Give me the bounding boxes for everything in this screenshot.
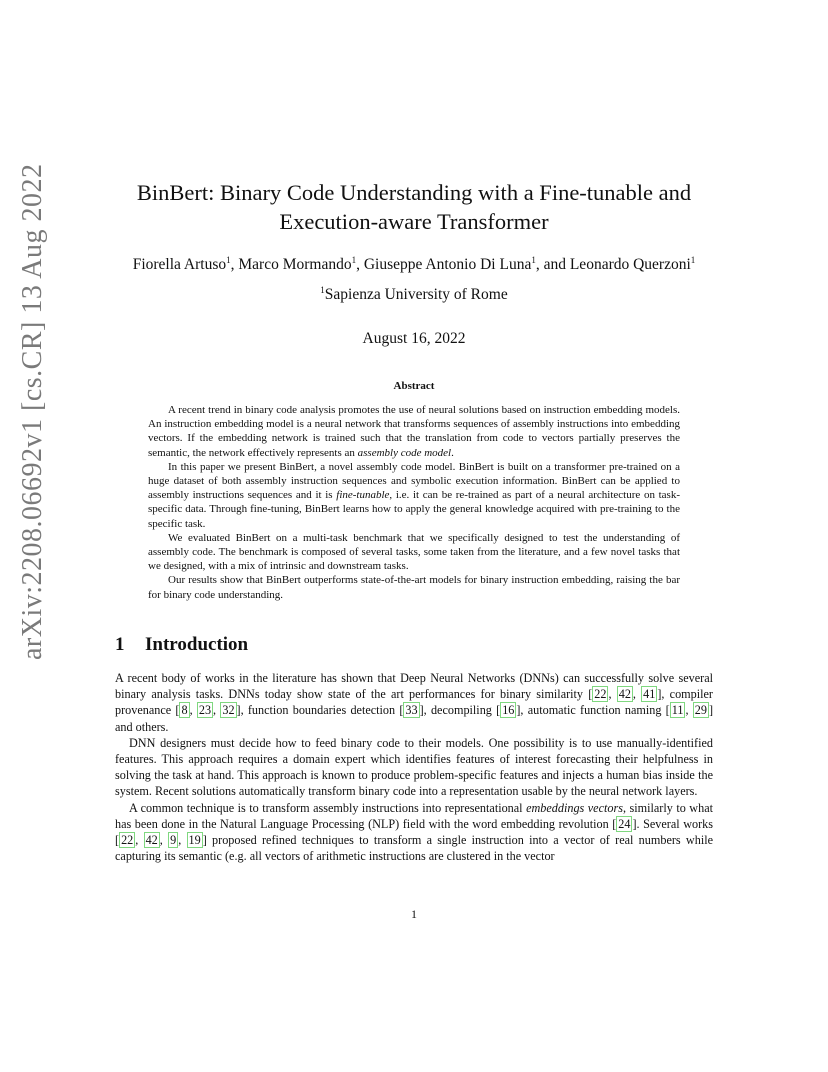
citation-link[interactable]: 22 [594, 687, 607, 702]
abstract-paragraph [148, 403, 680, 460]
citation-link[interactable]: 32 [222, 703, 235, 718]
affiliation-marker: 1 [531, 254, 536, 265]
abstract-text: In this paper we present BinBert, a novel assembly code model. BinBert is built on a transformer pre-trained on a huge dataset of both assembly instruction sequences and symbolic execution information. BinBert can be applied to assembly instructions sequences and it is [148, 460, 680, 502]
abstract-text: A recent trend in binary code analysis promotes the use of neural solutions based on instruction embedding models. An instruction embedding model is a neural network that transforms sequences of assembly instructions into embedding vectors. If the embedding network is trained such that the translation from code to vectors partially preserves the semantic, the network effectively represents an [148, 404, 680, 459]
author-name: Leonardo Querzoni [569, 256, 691, 273]
arxiv-identifier-stamp [10, 163, 56, 660]
body-text: ]. Several works [ [115, 816, 713, 848]
body-paragraph: A common technique is to transform assembly instructions into representational embeddings vectors, similarly to what has been done in the Natural Language Processing (NLP) field with the word embedding revolution [ 24 ]. Several works [ 22 , 42 , 9 , 19 ] proposed refined techniques to transform a single instruction into a vector of real numbers while capturing its semantic (e.g. all vectors of arithmetic instructions are clustered in the vector [115, 800, 714, 864]
affiliation-name: Sapienza University of Rome [324, 286, 508, 303]
title-line-1: BinBert: Binary Code Understanding with a Fine-tunable and [136, 180, 692, 205]
author-separator: , [230, 256, 239, 273]
citation-link[interactable]: 42 [145, 833, 158, 848]
citation-link[interactable]: 23 [198, 703, 212, 718]
body-text: ], compiler provenance [ [115, 687, 713, 718]
body-paragraph: DNN designers must decide how to feed binary code to their models. One possibility is to use manually-identified features. This approach requires a domain expert which identifies features of interest forecasting their helpfulness in solving the task at hand. This approach is known to produce problem-specific features and injects a human bias inside the system. Recent solutions automatically transform binary code into a representation usable by the neural network layers. [115, 735, 713, 799]
abstract-paragraph: Our results show that BinBert outperforms state-of-the-art models for binary instruction embedding, raising the bar for binary code understanding. [148, 574, 680, 601]
section-heading-introduction [115, 634, 248, 656]
body-text: A recent body of works in the literature has shown that Deep Neural Networks (DNNs) can successfully solve several binary analysis tasks. DNNs today show state of the art performances for binary similarity [ [115, 671, 713, 702]
body-text: ], decompiling [ [419, 703, 501, 718]
affiliation-marker: 1 [351, 254, 357, 265]
abstract-emphasis: fine-tunable [336, 489, 390, 502]
citation-link[interactable]: 22 [121, 833, 134, 848]
author-name: Fiorella Artuso [132, 256, 227, 273]
author-list [100, 255, 728, 275]
citation-link[interactable]: 9 [170, 833, 177, 848]
body-text: , similarly to what has been done in the Natural Language Processing (NLP) field with the word embedding revolution [ [115, 800, 713, 831]
affiliation [100, 285, 728, 305]
author-separator: , [356, 256, 364, 273]
abstract-paragraph [148, 460, 680, 531]
body-text: A common technique is to transform assembly instructions into representational [129, 800, 527, 815]
author-separator: , and [535, 256, 570, 273]
abstract-emphasis: assembly code model [357, 446, 452, 459]
citation-link[interactable]: 41 [643, 687, 656, 702]
publication-date: August 16, 2022 [362, 330, 466, 347]
body-text: ], function boundaries detection [ [236, 703, 404, 718]
author-name: Marco Mormando [238, 256, 352, 273]
citation-link[interactable]: 16 [502, 703, 515, 718]
section-title: Introduction [145, 634, 249, 655]
affiliation-marker: 1 [320, 284, 325, 295]
citation-link[interactable]: 19 [188, 833, 201, 848]
section-number: 1 [115, 634, 125, 655]
body-text: ] proposed refined techniques to transform a single instruction into a vector of real numbers while capturing its semantic (e.g. all vectors of arithmetic instructions are clustered in the vector [115, 833, 714, 864]
citation-link[interactable]: 24 [618, 816, 631, 831]
abstract-body [148, 403, 680, 602]
affiliation-marker: 1 [226, 254, 231, 265]
citation-link[interactable]: 29 [694, 703, 707, 718]
citation-link[interactable]: 33 [405, 703, 418, 718]
body-paragraph: A recent body of works in the literature has shown that Deep Neural Networks (DNNs) can successfully solve several binary analysis tasks. DNNs today show state of the art performances for binary similarity [ 22 , 42 , 41 ], compiler provenance [ 8 , 23 , 32 ], function boundaries detection [ 33 ], decompiling [ 16 ], automatic function naming [ 11 , 29 ] and others. [115, 671, 714, 734]
abstract-text: , i.e. it can be re-trained as part of a neural architecture on task-specific data. Through fine-tuning, BinBert learns how to apply the general knowledge acquired with pre-training to the specific task. [148, 489, 680, 530]
author-name: Giuseppe Antonio Di Luna [363, 256, 532, 273]
citation-link[interactable]: 8 [181, 703, 188, 718]
citation-link[interactable]: 42 [618, 687, 631, 702]
body-text: ] and others. [115, 703, 714, 734]
arxiv-identifier-text: arXiv:2208.06692v1 [cs.CR] 13 Aug 2022 [17, 163, 48, 660]
affiliation-marker: 1 [690, 254, 696, 265]
title-line-2: Execution-aware Transformer [279, 209, 549, 234]
abstract-paragraph: We evaluated BinBert on a multi-task benchmark that we specifically designed to test the understanding of assembly code. The benchmark is composed of several tasks, some taken from the literature, and a few novel tasks that we designed, with a mix of intrinsic and downstream tasks. [148, 531, 680, 573]
body-text: ], automatic function naming [ [516, 703, 670, 718]
abstract-text: . [451, 446, 454, 459]
citation-link[interactable]: 11 [671, 703, 684, 718]
abstract-heading: Abstract [393, 380, 435, 392]
page-number: 1 [411, 907, 417, 921]
paper-title [115, 178, 713, 236]
introduction-body [115, 670, 713, 864]
body-emphasis: embeddings vectors [526, 800, 623, 815]
